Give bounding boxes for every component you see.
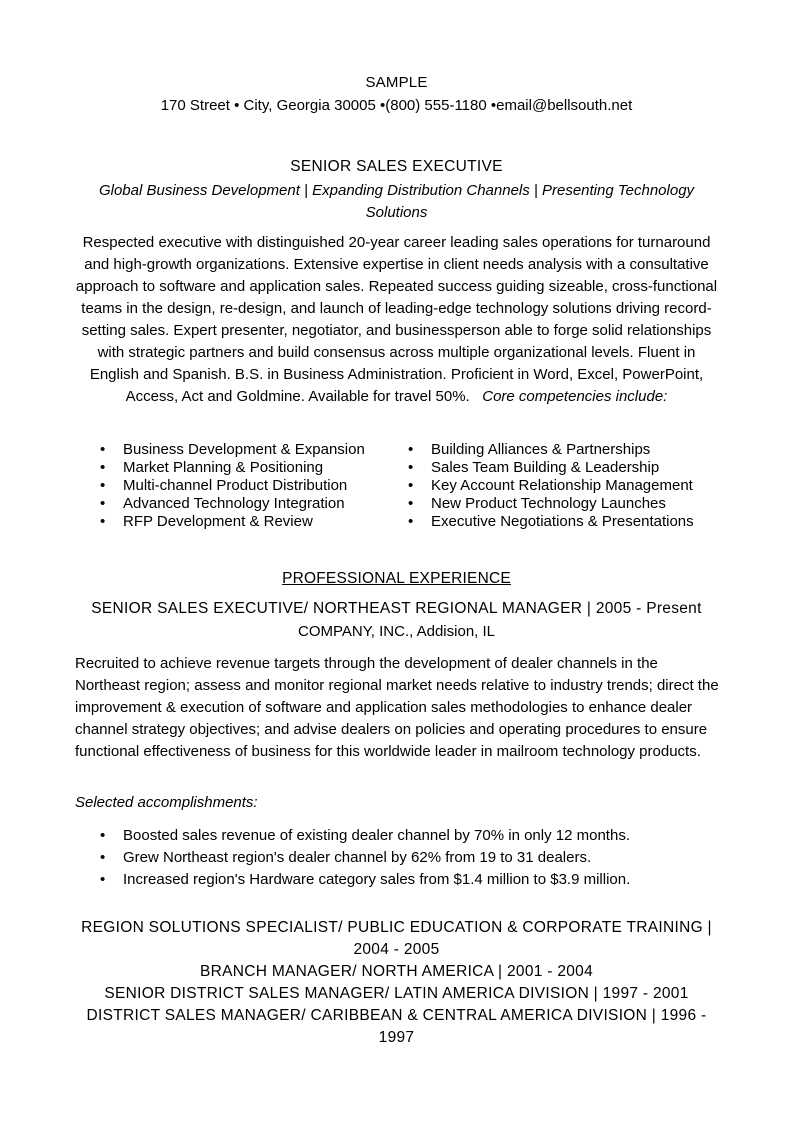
list-item: • New Product Technology Launches <box>403 495 733 513</box>
profile-tagline: Global Business Development | Expanding Distribution Channels | Presenting Technology Solutions <box>98 182 695 221</box>
previous-role: DISTRICT SALES MANAGER/ CARIBBEAN & CENTRAL AMERICA DIVISION | 1996 - 1997 <box>86 1007 707 1046</box>
list-item: • Advanced Technology Integration <box>95 495 395 513</box>
current-job-title: SENIOR SALES EXECUTIVE/ NORTHEAST REGIONAL MANAGER | 2005 - Present <box>91 600 702 617</box>
profile-title: SENIOR SALES EXECUTIVE <box>290 158 503 175</box>
competencies-intro: Core competencies include: <box>482 388 668 405</box>
list-item: • Building Alliances & Partnerships <box>403 441 733 459</box>
list-item: • Increased region's Hardware category sales from $1.4 million to $3.9 million. <box>95 869 735 891</box>
profile-summary <box>72 232 721 408</box>
accomplishments-label: Selected accomplishments: <box>75 794 258 811</box>
list-item: • RFP Development & Review <box>95 513 395 531</box>
list-item: • Multi-channel Product Distribution <box>95 477 395 495</box>
list-item: • Key Account Relationship Management <box>403 477 733 495</box>
competencies-left-list <box>95 441 395 531</box>
previous-role: SENIOR DISTRICT SALES MANAGER/ LATIN AMERICA DIVISION | 1997 - 2001 <box>104 985 689 1002</box>
candidate-name: SAMPLE <box>365 74 428 91</box>
job-description: Recruited to achieve revenue targets through the development of dealer channels in the Northeast region; assess and monitor regional market needs relative to industry trends; direct the improvement & execution of software and application sales methodologies to enhance dealer channel strategy objectives; and advise dealers on policies and operating procedures to ensure functional effectiveness of business for this worldwide leader in mailroom technology products. <box>75 655 719 760</box>
contact-line: 170 Street • City, Georgia 30005 •(800) 555-1180 •email@bellsouth.net <box>160 97 633 114</box>
list-item: • Executive Negotiations & Presentations <box>403 513 733 531</box>
list-item: • Boosted sales revenue of existing dealer channel by 70% in only 12 months. <box>95 825 735 847</box>
experience-heading: PROFESSIONAL EXPERIENCE <box>282 570 511 587</box>
previous-role: BRANCH MANAGER/ NORTH AMERICA | 2001 - 2004 <box>199 963 594 980</box>
list-item: • Grew Northeast region's dealer channel by 62% from 19 to 31 dealers. <box>95 847 735 869</box>
list-item: • Market Planning & Positioning <box>95 459 395 477</box>
previous-role: REGION SOLUTIONS SPECIALIST/ PUBLIC EDUCATION & CORPORATE TRAINING | 2004 - 2005 <box>81 919 712 958</box>
previous-roles <box>72 917 721 1049</box>
current-company: COMPANY, INC., Addision, IL <box>297 623 496 640</box>
competencies-right-list <box>403 441 733 531</box>
accomplishments-list <box>95 825 735 891</box>
list-item: • Business Development & Expansion <box>95 441 395 459</box>
summary-text: Respected executive with distinguished 20-year career leading sales operations for turnaround and high-growth organizations. Extensive expertise in client needs analysis with a consultative approach to software and application sales. Repeated success guiding sizeable, cross-functional teams in the design, re-design, and launch of leading-edge technology solutions driving record-setting sales. Expert presenter, negotiator, and businessperson able to forge solid relationships with strategic partners and build consensus across multiple organizational levels. Fluent in English and Spanish. B.S. in Business Administration. Proficient in Word, Excel, PowerPoint, Access, Act and Goldmine. Available for travel 50%. <box>75 234 718 405</box>
list-item: • Sales Team Building & Leadership <box>403 459 733 477</box>
